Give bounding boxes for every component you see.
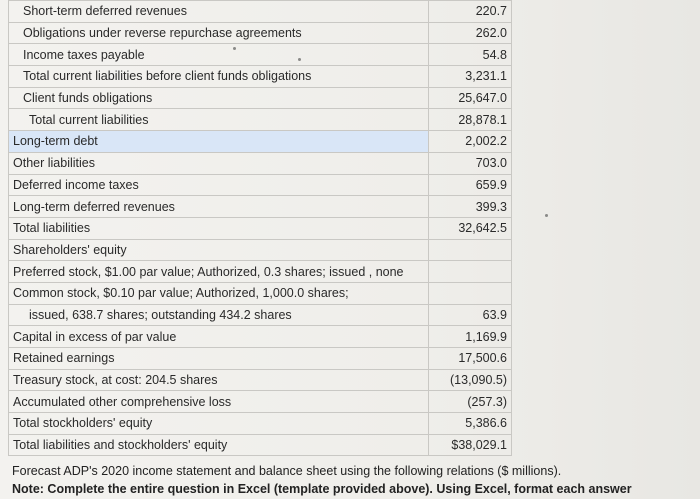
row-value: 659.9 (429, 174, 512, 196)
row-label: Total liabilities (9, 217, 429, 239)
row-label: Accumulated other comprehensive loss (9, 391, 429, 413)
table-row (9, 239, 512, 261)
row-value: 28,878.1 (429, 109, 512, 131)
row-value: 54.8 (429, 44, 512, 66)
row-label: Deferred income taxes (9, 174, 429, 196)
row-value (429, 282, 512, 304)
table-row (9, 369, 512, 391)
row-value: 399.3 (429, 196, 512, 218)
row-value: $38,029.1 (429, 434, 512, 456)
row-label: Other liabilities (9, 152, 429, 174)
table-row (9, 131, 512, 153)
table-row (9, 391, 512, 413)
table-row (9, 196, 512, 218)
row-label: issued, 638.7 shares; outstanding 434.2 shares (9, 304, 429, 326)
row-value: 17,500.6 (429, 348, 512, 370)
table-row (9, 261, 512, 283)
row-value: 63.9 (429, 304, 512, 326)
table-row (9, 348, 512, 370)
row-label: Long-term deferred revenues (9, 196, 429, 218)
table-row (9, 174, 512, 196)
row-label: Total current liabilities (9, 109, 429, 131)
row-label: Total liabilities and stockholders' equity (9, 434, 429, 456)
row-label: Short-term deferred revenues (9, 1, 429, 23)
speck (233, 47, 236, 50)
row-label: Shareholders' equity (9, 239, 429, 261)
row-label: Total current liabilities before client funds obligations (9, 66, 429, 88)
row-value (429, 239, 512, 261)
row-value: (257.3) (429, 391, 512, 413)
row-label: Capital in excess of par value (9, 326, 429, 348)
row-label: Income taxes payable (9, 44, 429, 66)
table-row (9, 44, 512, 66)
instruction-note: Note: Complete the entire question in Excel (template provided above). Using Excel, format each answer (12, 482, 632, 496)
table-row (9, 282, 512, 304)
row-value: 220.7 (429, 1, 512, 23)
row-value (429, 261, 512, 283)
row-value: 1,169.9 (429, 326, 512, 348)
table-row (9, 304, 512, 326)
row-label: Common stock, $0.10 par value; Authorized, 1,000.0 shares; (9, 282, 429, 304)
speck (298, 58, 301, 61)
instruction-line: Forecast ADP's 2020 income statement and balance sheet using the following relations ($ millions). (12, 464, 562, 478)
row-value: (13,090.5) (429, 369, 512, 391)
table-row (9, 217, 512, 239)
row-label: Preferred stock, $1.00 par value; Authorized, 0.3 shares; issued , none (9, 261, 429, 283)
speck (545, 214, 548, 217)
row-value: 3,231.1 (429, 66, 512, 88)
row-label: Retained earnings (9, 348, 429, 370)
table-row (9, 1, 512, 23)
row-value: 25,647.0 (429, 87, 512, 109)
row-value: 703.0 (429, 152, 512, 174)
instructions (12, 462, 632, 498)
row-value: 5,386.6 (429, 413, 512, 435)
table-row (9, 413, 512, 435)
row-label: Client funds obligations (9, 87, 429, 109)
balance-sheet-table (8, 0, 512, 456)
row-label: Long-term debt (9, 131, 429, 153)
row-value: 32,642.5 (429, 217, 512, 239)
table-row (9, 109, 512, 131)
table-row (9, 87, 512, 109)
row-label: Total stockholders' equity (9, 413, 429, 435)
table-row (9, 326, 512, 348)
row-value: 2,002.2 (429, 131, 512, 153)
table-row (9, 22, 512, 44)
row-value: 262.0 (429, 22, 512, 44)
row-label: Obligations under reverse repurchase agreements (9, 22, 429, 44)
table-row (9, 152, 512, 174)
row-label: Treasury stock, at cost: 204.5 shares (9, 369, 429, 391)
table-row (9, 66, 512, 88)
table-row (9, 434, 512, 456)
